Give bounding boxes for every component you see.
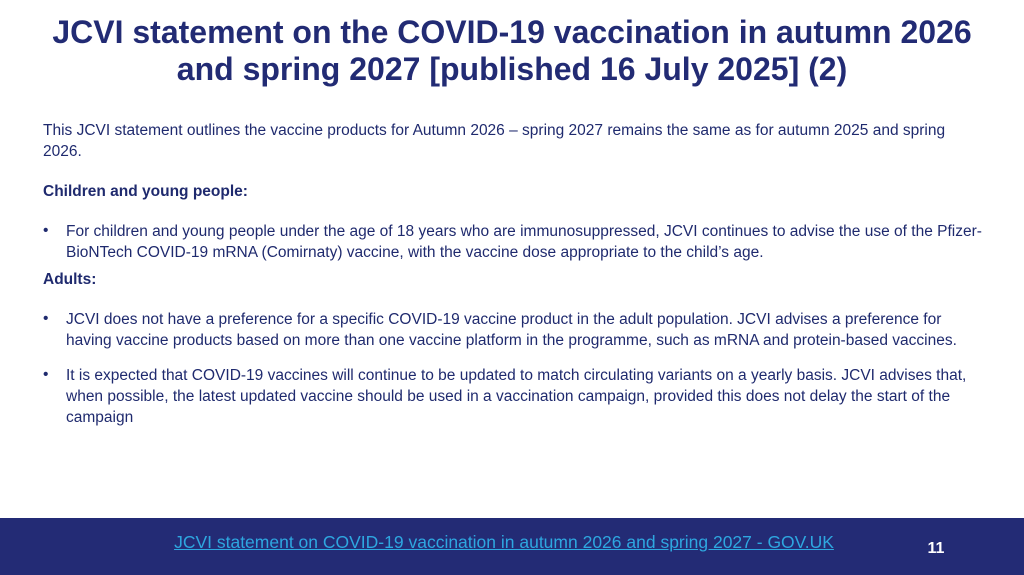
slide-title-line-1: JCVI statement on the COVID-19 vaccination in autumn 2026 [52,14,972,50]
adults-heading: Adults: [43,271,97,288]
adults-bullet-item-1 [43,309,988,351]
bullet-symbol: • [43,310,49,327]
slide-title-line-2: and spring 2027 [published 16 July 2025] (2) [176,51,848,87]
children-bullet-item [43,221,988,263]
children-bullet-text: For children and young people under the age of 18 years who are immunosuppressed, JCVI continues to advise the use of the Pfizer-BioNTech COVID-19 mRNA (Comirnaty) vaccine, with the vaccine dose appropriate to the child’s age. [66,223,982,261]
bullet-symbol: • [43,366,49,383]
bullet-symbol: • [43,222,49,239]
slide-title [0,14,1024,88]
page-number: 11 [927,540,945,557]
slide-content [43,120,988,428]
adults-bullet-text-2: It is expected that COVID-19 vaccines will continue to be updated to match circulating variants on a yearly basis. JCVI advises that, when possible, the latest updated vaccine should be used in a vaccination campaign, provided this does not delay the start of the campaign [66,367,967,426]
children-heading: Children and young people: [43,183,248,200]
intro-paragraph: This JCVI statement outlines the vaccine products for Autumn 2026 – spring 2027 remains the same as for autumn 2025 and spring 2026. [43,122,946,160]
footer-bar [0,518,1024,575]
adults-bullet-text-1: JCVI does not have a preference for a specific COVID-19 vaccine product in the adult population. JCVI advises a preference for having vaccine products based on more than one vaccine platform in the programme, such as mRNA and protein-based vaccines. [66,311,957,349]
govuk-statement-link[interactable]: JCVI statement on COVID-19 vaccination in autumn 2026 and spring 2027 - GOV.UK [174,532,834,552]
adults-bullet-item-2 [43,365,988,428]
